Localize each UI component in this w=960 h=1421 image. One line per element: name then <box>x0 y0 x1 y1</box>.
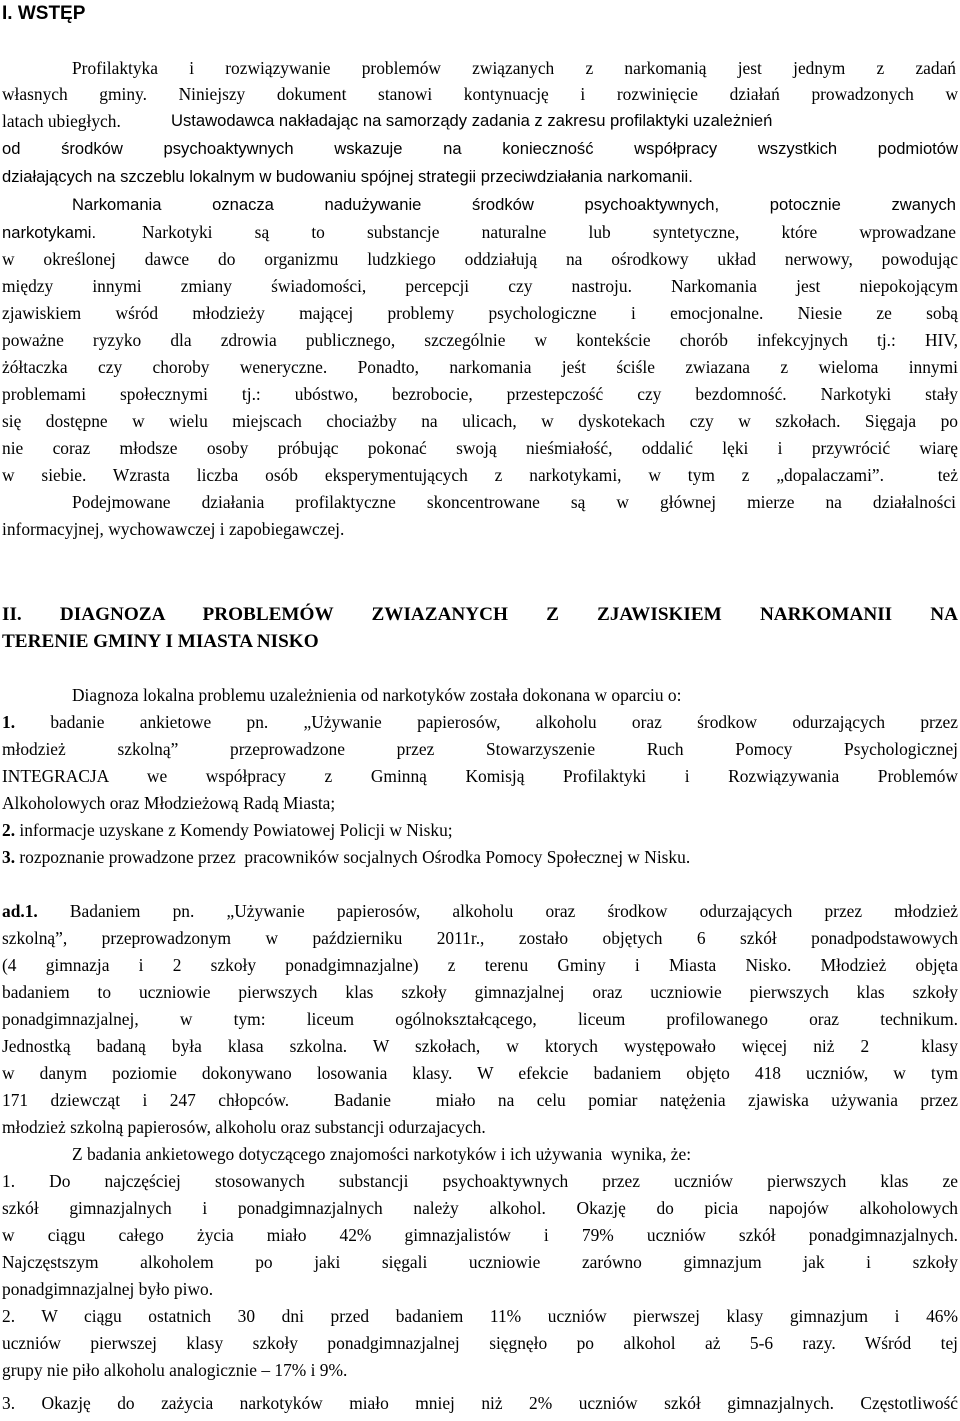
paragraph-line: od środków psychoaktywnych wskazuje na konieczność współpracy wszystkich podmiotów <box>2 139 958 158</box>
paragraph-line: zjawiskiem wśród młodzieży mającej problemy psychologiczne i emocjonalne. Niesie ze sobą <box>2 303 958 323</box>
ad1-label: ad.1. <box>2 901 38 921</box>
list-number: 2. <box>2 820 16 840</box>
paragraph-line: (4 gimnazja i 2 szkoły ponadgimnazjalne) z terenu Gminy i Miasta Nisko. Młodzież objęta <box>2 955 958 975</box>
section-heading-wstep: I. WSTĘP <box>2 3 86 24</box>
paragraph-line: problemami społecznymi tj.: ubóstwo, bezrobocie, przestepczość czy bezdomność. Narkotyki stały <box>2 384 958 404</box>
list-text: rozpoznanie prowadzone przez pracowników socjalnych Ośrodka Pomocy Społecznej w Nisku. <box>15 847 691 867</box>
paragraph-line: ponadgimnazjalnej, w tym: liceum ogólnokształcącego, liceum profilowanego oraz technikum. <box>2 1009 958 1029</box>
paragraph-line: między innymi zmiany świadomości, percepcji czy nastroju. Narkomania jest niepokojącym <box>2 276 958 296</box>
paragraph-line: narkotykami. <box>2 223 97 242</box>
list-number: 3. <box>2 847 16 867</box>
list-item-1-cont: Alkoholowych oraz Młodzieżową Radą Miasta; <box>2 793 336 813</box>
finding-line: ponadgimnazjalnej było piwo. <box>2 1279 214 1299</box>
paragraph-line: badaniem to uczniowie pierwszych klas szkoły gimnazjalnej oraz uczniowie pierwszych klas szkoły <box>2 982 958 1002</box>
list-text: badanie ankietowe pn. „Używanie papierosów, alkoholu oraz środkow odurzających przez <box>15 712 958 732</box>
paragraph-line: w określonej dawce do organizmu ludzkiego oddziałują na ośrodkowy układ nerwowy, powodując <box>2 249 958 269</box>
finding-line: szkół gimnazjalnych i ponadgimnazjalnych należy alkohol. Okazję do picia napojów alkoholowych <box>2 1198 958 1218</box>
paragraph-line: Ustawodawca nakładając na samorządy zadania z zakresu profilaktyki uzależnień <box>171 111 773 130</box>
finding-line: 3. Okazję do zażycia narkotyków miało mniej niż 2% uczniów szkół gimnazjalnych. Częstotliwość <box>2 1393 958 1413</box>
paragraph-line: młodzież szkolną papierosów, alkoholu oraz substancji odurzajacych. <box>2 1117 486 1137</box>
finding-line: Najczęstszym alkoholem po jaki sięgali uczniowie zarówno gimnazjum jak i szkoły <box>2 1252 958 1272</box>
paragraph-line: nie coraz młodsze osoby próbując pokonać swoją nieśmiałość, oddalić lęki i przywrócić wiarę <box>2 438 958 458</box>
section-heading-diagnoza-line2: TERENIE GMINY I MIASTA NISKO <box>2 631 319 652</box>
finding-line: 1. Do najczęściej stosowanych substancji psychoaktywnych przez uczniów pierwszych klas ze <box>2 1171 958 1191</box>
paragraph-line: żółtaczka czy choroby weneryczne. Ponadto, narkomania jeśt ściśle zwiazana z wieloma innymi <box>2 357 958 377</box>
paragraph-line: Narkomania oznacza nadużywanie środków psychoaktywnych, potocznie zwanych <box>72 195 956 214</box>
ad1-paragraph <box>2 897 958 925</box>
list-number: 1. <box>2 712 16 732</box>
paragraph-line: Jednostką badaną była klasa szkolna. W szkołach, w ktorych występowało więcej niż 2 klasy <box>2 1036 958 1056</box>
paragraph-line: informacyjnej, wychowawczej i zapobiegawczej. <box>2 519 345 539</box>
list-item-1-cont: INTEGRACJA we współpracy z Gminną Komisją Profilaktyki i Rozwiązywania Problemów <box>2 766 958 786</box>
paragraph-line: w danym poziomie dokonywano losowania klasy. W efekcie badaniem objęto 418 uczniów, w tym <box>2 1063 958 1083</box>
finding-line: 2. W ciągu ostatnich 30 dni przed badaniem 11% uczniów pierwszej klasy gimnazjum i 46% <box>2 1306 958 1326</box>
paragraph-line: latach ubiegłych. <box>2 111 121 131</box>
paragraph-line: Profilaktyka i rozwiązywanie problemów związanych z narkomanią jest jednym z zadań <box>72 58 956 78</box>
list-item-1-cont: młodzież szkolną” przeprowadzone przez Stowarzyszenie Ruch Pomocy Psychologicznej <box>2 739 958 759</box>
finding-line: w ciągu całego życia miało 42% gimnazjalistów i 79% uczniów szkół ponadgimnazjalnych. <box>2 1225 958 1245</box>
paragraph-line: Narkotyki są to substancje naturalne lub syntetyczne, które wprowadzane <box>142 222 956 242</box>
finding-line: grupy nie piło alkoholu analogicznie – 17% i 9%. <box>2 1360 348 1380</box>
paragraph-line: w siebie. Wzrasta liczba osób eksperymentujących z narkotykami, w tym z „dopalaczami”. też <box>2 465 958 485</box>
paragraph-line: się dostępne w wielu miejscach chociażby na ulicach, w dyskotekach czy w szkołach. Sięgaja po <box>2 411 958 431</box>
list-item-3 <box>2 843 690 871</box>
list-item-1 <box>2 708 958 736</box>
diagnosis-intro: Diagnoza lokalna problemu uzależnienia od narkotyków została dokonana w oparciu o: <box>72 685 682 705</box>
list-item-2 <box>2 816 453 844</box>
finding-line: uczniów pierwszej klasy szkoły ponadgimnazjalnej sięgnęło po alkohol aż 5-6 razy. Wśród tej <box>2 1333 958 1353</box>
findings-intro: Z badania ankietowego dotyczącego znajomości narkotyków i ich używania wynika, że: <box>72 1144 692 1164</box>
ad1-text: Badaniem pn. „Używanie papierosów, alkoholu oraz środkow odurzających przez młodzież <box>37 901 958 921</box>
paragraph-line: poważne ryzyko dla zdrowia publicznego, szczególnie w kontekście chorób infekcyjnych tj.: HIV, <box>2 330 958 350</box>
list-text: informacje uzyskane z Komendy Powiatowej Policji w Nisku; <box>15 820 453 840</box>
paragraph-line: własnych gminy. Niniejszy dokument stanowi kontynuację i rozwinięcie działań prowadzonych w <box>2 84 958 104</box>
section-heading-diagnoza-line1: II. DIAGNOZA PROBLEMÓW ZWIAZANYCH Z ZJAWISKIEM NARKOMANII NA <box>2 604 958 625</box>
paragraph-line: działających na szczeblu lokalnym w budowaniu spójnej strategii przeciwdziałania narkomanii. <box>2 167 693 186</box>
paragraph-line: 171 dziewcząt i 247 chłopców. Badanie miało na celu pomiar natężenia zjawiska używania przez <box>2 1090 958 1110</box>
paragraph-line: Podejmowane działania profilaktyczne skoncentrowane są w głównej mierze na działalności <box>72 492 956 512</box>
paragraph-line: szkolną”, przeprowadzonym w październiku 2011r., zostało objętych 6 szkół ponadpodstawowych <box>2 928 958 948</box>
